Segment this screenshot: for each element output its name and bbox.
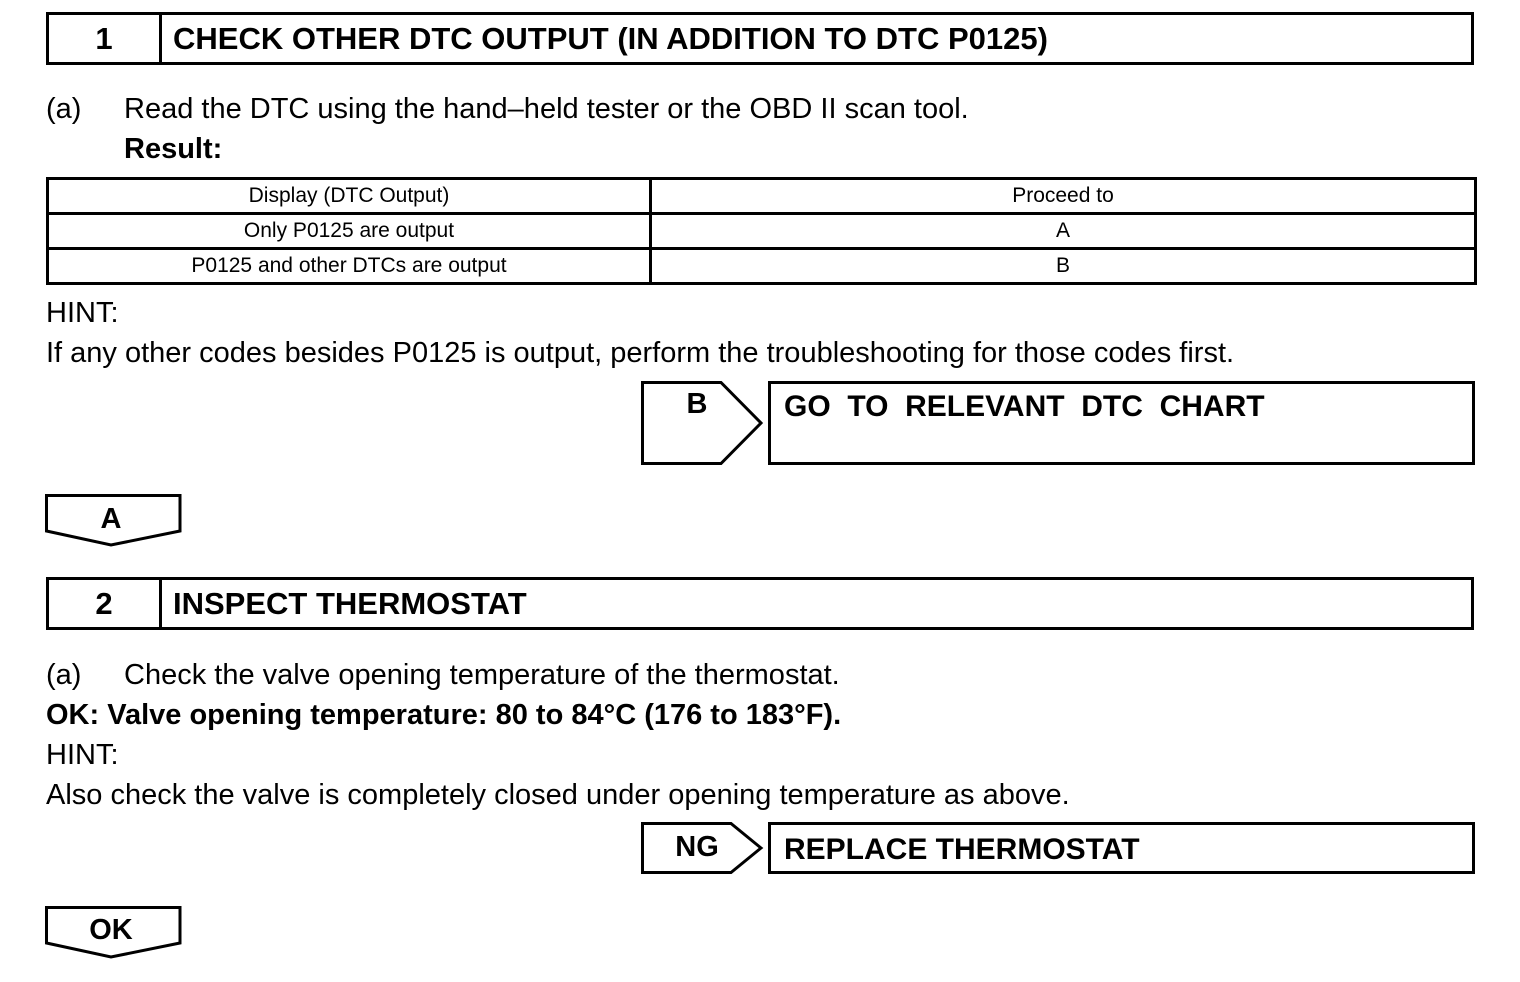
branch-b-action-box <box>768 381 1475 465</box>
step-2-instruction-label: (a) <box>46 659 82 691</box>
step-1-number: 1 <box>49 15 162 62</box>
table-row <box>48 249 1476 284</box>
branch-ng-label: NG <box>675 831 719 863</box>
step-2-instruction: Check the valve opening temperature of the thermostat. <box>124 659 840 691</box>
step-2-title: INSPECT THERMOSTAT <box>173 585 527 621</box>
branch-ng-action-box <box>768 822 1475 874</box>
result-table <box>46 177 1477 285</box>
step-2-header <box>46 577 1474 630</box>
branch-ng-action: REPLACE THERMOSTAT <box>784 833 1140 866</box>
table-header: Display (DTC Output) <box>48 179 651 214</box>
step-1-instruction-label: (a) <box>46 93 82 125</box>
branch-b-action: GO TO RELEVANT DTC CHART <box>784 390 1265 423</box>
step-1-instruction: Read the DTC using the hand–held tester or the OBD II scan tool. <box>124 93 969 125</box>
table-header: Proceed to <box>651 179 1476 214</box>
table-row <box>48 214 1476 249</box>
result-label: Result: <box>124 133 223 165</box>
step-1-title: CHECK OTHER DTC OUTPUT (IN ADDITION TO DTC P0125) <box>173 20 1048 56</box>
step-2-hint: Also check the valve is completely closed under opening temperature as above. <box>46 779 1070 811</box>
step-1-hint: If any other codes besides P0125 is output, perform the troubleshooting for those codes first. <box>46 337 1235 369</box>
table-header-row <box>48 179 1476 214</box>
step-2-number: 2 <box>49 580 162 627</box>
table-cell: Only P0125 are output <box>48 214 651 249</box>
ok-spec: OK: Valve opening temperature: 80 to 84°C (176 to 183°F). <box>46 699 842 731</box>
table-cell: P0125 and other DTCs are output <box>48 249 651 284</box>
next-ok-label: OK <box>89 914 133 946</box>
branch-b-label: B <box>686 388 708 420</box>
step-2-hint-label: HINT: <box>46 739 119 771</box>
step-1-header <box>46 12 1474 65</box>
next-a-label: A <box>100 503 122 535</box>
table-cell: A <box>651 214 1476 249</box>
table-cell: B <box>651 249 1476 284</box>
step-1-hint-label: HINT: <box>46 297 119 329</box>
